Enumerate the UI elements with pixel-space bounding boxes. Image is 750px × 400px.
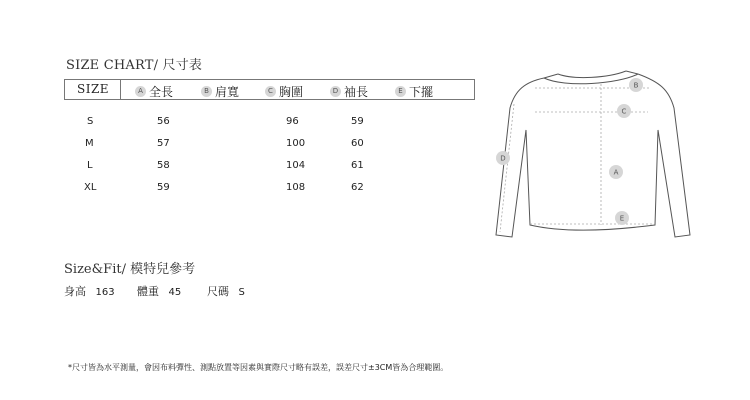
marker-e-label: E [619,214,625,223]
chest-cell: 96 [286,116,299,127]
marker-d [496,151,510,165]
size-value: S [238,287,245,298]
table-row [64,160,475,178]
height-value: 163 [95,287,115,298]
weight-value: 45 [168,287,182,298]
column-e-label: 下擺 [409,85,434,99]
sleeve-cell: 59 [351,116,364,127]
length-cell: 59 [157,182,170,193]
column-d-label: 袖長 [344,85,369,99]
header-divider [120,80,121,99]
a-badge: A [135,86,146,97]
height-label: 身高 [64,285,86,298]
marker-b-label: B [633,81,639,90]
column-c-label: 胸圍 [279,85,304,99]
chest-cell: 100 [286,138,306,149]
chest-cell: 104 [286,160,306,171]
column-a-label: 全長 [149,85,174,99]
column-header-a [135,83,173,100]
marker-a [609,165,623,179]
size-label: 尺碼 [207,285,229,298]
size-cell: L [87,160,93,171]
sleeve-cell: 62 [351,182,364,193]
sleeve-cell: 61 [351,160,364,171]
column-header-b [201,83,239,100]
measure-lines [500,81,653,232]
table-row [64,138,475,156]
marker-c-label: C [621,107,627,116]
sleeve-cell: 60 [351,138,364,149]
size-cell: S [87,116,94,127]
marker-b [629,78,643,92]
model-weight [137,283,181,299]
size-fit-title: Size&Fit/ 模特兒參考 [64,262,196,277]
marker-d-label: D [500,154,506,163]
length-cell: 56 [157,116,170,127]
b-badge: B [201,86,212,97]
d-badge: D [330,86,341,97]
measurement-note: *尺寸皆為水平測量，會因布料彈性、測點放置等因素與實際尺寸略有誤差，誤差尺寸±3CM皆為合理範圍。 [68,363,449,372]
marker-c [617,104,631,118]
chest-cell: 108 [286,182,306,193]
column-b-label: 肩寬 [215,85,240,99]
model-height [64,283,115,299]
c-badge: C [265,86,276,97]
column-header-d [330,83,368,100]
length-cell: 57 [157,138,170,149]
length-cell: 58 [157,160,170,171]
column-header-c [265,83,303,100]
column-header-e [395,83,433,100]
table-row [64,182,475,200]
model-size [207,283,245,299]
shirt-outline [496,71,690,237]
size-table-header [64,79,475,100]
size-chart-title: SIZE CHART/ 尺寸表 [66,58,203,73]
table-row [64,116,475,134]
garment-diagram [490,60,705,245]
weight-label: 體重 [137,285,159,298]
size-cell: M [85,138,94,149]
marker-a-label: A [613,168,619,177]
size-column-header: SIZE [77,82,110,96]
size-cell: XL [84,182,97,193]
e-badge: E [395,86,406,97]
marker-e [615,211,629,225]
